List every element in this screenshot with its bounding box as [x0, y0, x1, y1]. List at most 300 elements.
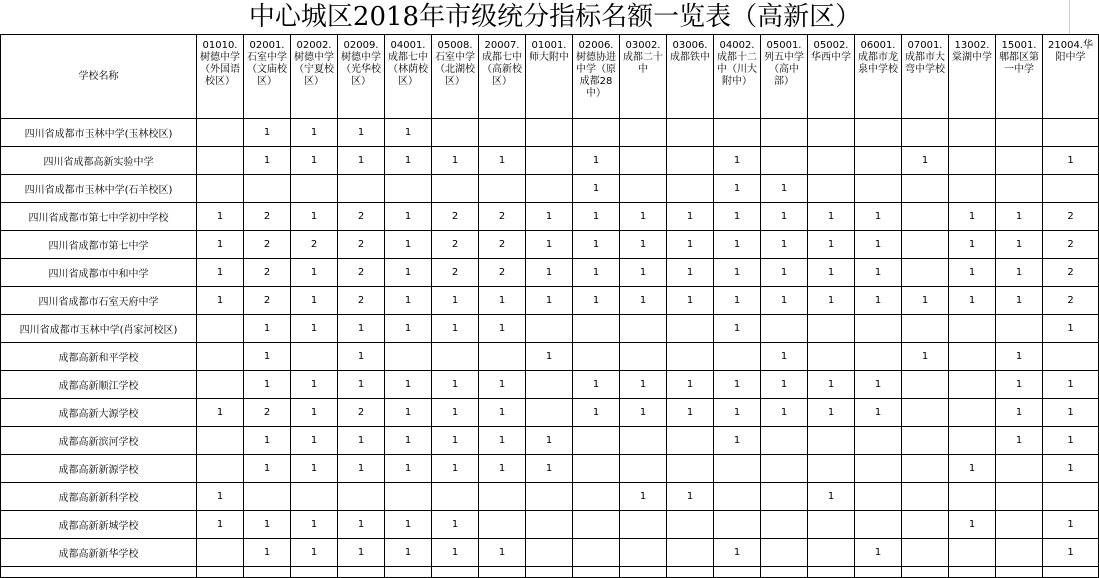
quota-cell[interactable]: 2: [432, 259, 479, 287]
quota-cell[interactable]: 1: [573, 203, 620, 231]
quota-cell[interactable]: 1: [714, 399, 761, 427]
quota-cell[interactable]: 1: [385, 399, 432, 427]
quota-cell[interactable]: [338, 483, 385, 511]
quota-cell[interactable]: [197, 315, 244, 343]
school-name-cell[interactable]: 成都高新和平学校: [1, 343, 197, 371]
quota-cell[interactable]: [902, 371, 949, 399]
quota-cell[interactable]: [808, 119, 855, 147]
quota-cell[interactable]: 1: [291, 455, 338, 483]
quota-cell[interactable]: 1: [714, 259, 761, 287]
quota-cell[interactable]: 1: [573, 147, 620, 175]
quota-cell[interactable]: 1: [620, 399, 667, 427]
quota-cell[interactable]: 1: [432, 287, 479, 315]
quota-cell[interactable]: [949, 539, 996, 567]
quota-cell[interactable]: 1: [855, 203, 902, 231]
quota-cell[interactable]: 1: [855, 399, 902, 427]
quota-cell[interactable]: 1: [479, 539, 526, 567]
quota-cell[interactable]: 1: [1043, 427, 1099, 455]
quota-cell[interactable]: 1: [714, 231, 761, 259]
school-name-cell[interactable]: 四川省成都市玉林中学(肖家河校区): [1, 315, 197, 343]
quota-cell[interactable]: 1: [855, 231, 902, 259]
quota-cell[interactable]: 1: [338, 147, 385, 175]
quota-cell[interactable]: 1: [291, 147, 338, 175]
quota-cell[interactable]: 2: [1043, 231, 1099, 259]
quota-cell[interactable]: [385, 483, 432, 511]
quota-cell[interactable]: 1: [761, 175, 808, 203]
quota-cell[interactable]: 1: [573, 371, 620, 399]
quota-cell[interactable]: [573, 483, 620, 511]
quota-cell[interactable]: [902, 231, 949, 259]
quota-cell[interactable]: [526, 511, 573, 539]
quota-cell[interactable]: [573, 511, 620, 539]
quota-cell[interactable]: 1: [761, 371, 808, 399]
quota-cell[interactable]: 1: [949, 455, 996, 483]
quota-cell[interactable]: 1: [244, 315, 291, 343]
quota-cell[interactable]: 1: [244, 427, 291, 455]
quota-cell[interactable]: [1043, 119, 1099, 147]
quota-cell[interactable]: 1: [1043, 455, 1099, 483]
quota-cell[interactable]: 1: [244, 343, 291, 371]
quota-cell[interactable]: 1: [432, 399, 479, 427]
quota-cell[interactable]: 1: [902, 343, 949, 371]
quota-cell[interactable]: 1: [902, 147, 949, 175]
quota-cell[interactable]: 1: [667, 371, 714, 399]
quota-cell[interactable]: 1: [338, 371, 385, 399]
quota-cell[interactable]: [432, 119, 479, 147]
quota-cell[interactable]: 2: [479, 259, 526, 287]
quota-cell[interactable]: 1: [197, 231, 244, 259]
quota-cell[interactable]: [244, 175, 291, 203]
quota-cell[interactable]: [902, 175, 949, 203]
quota-cell[interactable]: 2: [1043, 203, 1099, 231]
quota-cell[interactable]: [620, 511, 667, 539]
quota-cell[interactable]: 1: [714, 315, 761, 343]
quota-cell[interactable]: [620, 427, 667, 455]
school-name-cell[interactable]: 四川省成都市中和中学: [1, 259, 197, 287]
quota-cell[interactable]: [573, 315, 620, 343]
quota-cell[interactable]: 1: [338, 511, 385, 539]
quota-cell[interactable]: [244, 483, 291, 511]
quota-cell[interactable]: [385, 343, 432, 371]
quota-cell[interactable]: [714, 343, 761, 371]
quota-cell[interactable]: 1: [479, 287, 526, 315]
quota-cell[interactable]: 1: [1043, 539, 1099, 567]
quota-cell[interactable]: [949, 315, 996, 343]
quota-cell[interactable]: 1: [667, 259, 714, 287]
quota-cell[interactable]: [949, 427, 996, 455]
quota-cell[interactable]: 1: [432, 511, 479, 539]
quota-cell[interactable]: [197, 371, 244, 399]
quota-cell[interactable]: [1043, 343, 1099, 371]
school-name-cell[interactable]: 成都高新滨河学校: [1, 427, 197, 455]
quota-cell[interactable]: 2: [244, 231, 291, 259]
quota-cell[interactable]: 1: [479, 147, 526, 175]
quota-cell[interactable]: [620, 343, 667, 371]
quota-cell[interactable]: [291, 175, 338, 203]
quota-cell[interactable]: [808, 147, 855, 175]
quota-cell[interactable]: 1: [808, 483, 855, 511]
quota-cell[interactable]: 2: [338, 399, 385, 427]
quota-cell[interactable]: [902, 399, 949, 427]
quota-cell[interactable]: 1: [244, 511, 291, 539]
quota-cell[interactable]: [761, 455, 808, 483]
quota-cell[interactable]: 1: [1043, 147, 1099, 175]
quota-cell[interactable]: 1: [291, 287, 338, 315]
quota-cell[interactable]: 2: [244, 259, 291, 287]
quota-cell[interactable]: [902, 455, 949, 483]
quota-cell[interactable]: 1: [479, 315, 526, 343]
quota-cell[interactable]: 1: [573, 175, 620, 203]
quota-cell[interactable]: [479, 119, 526, 147]
quota-cell[interactable]: 1: [996, 259, 1043, 287]
quota-cell[interactable]: [902, 315, 949, 343]
quota-cell[interactable]: [808, 175, 855, 203]
quota-cell[interactable]: 1: [714, 203, 761, 231]
quota-cell[interactable]: [197, 539, 244, 567]
school-name-cell[interactable]: 四川省成都高新实验中学: [1, 147, 197, 175]
quota-cell[interactable]: 1: [526, 427, 573, 455]
quota-cell[interactable]: [855, 147, 902, 175]
quota-cell[interactable]: 1: [432, 315, 479, 343]
quota-cell[interactable]: 1: [385, 371, 432, 399]
quota-cell[interactable]: [808, 511, 855, 539]
quota-cell[interactable]: 1: [996, 399, 1043, 427]
quota-cell[interactable]: 1: [197, 511, 244, 539]
quota-cell[interactable]: 1: [291, 427, 338, 455]
quota-cell[interactable]: [479, 175, 526, 203]
quota-cell[interactable]: [620, 175, 667, 203]
quota-cell[interactable]: [573, 539, 620, 567]
quota-cell[interactable]: [996, 175, 1043, 203]
quota-cell[interactable]: 1: [808, 259, 855, 287]
quota-cell[interactable]: 2: [338, 259, 385, 287]
quota-cell[interactable]: 1: [573, 259, 620, 287]
quota-cell[interactable]: [996, 511, 1043, 539]
quota-cell[interactable]: [855, 315, 902, 343]
quota-cell[interactable]: 2: [479, 203, 526, 231]
quota-cell[interactable]: [620, 455, 667, 483]
quota-cell[interactable]: [573, 427, 620, 455]
quota-cell[interactable]: 1: [761, 287, 808, 315]
quota-cell[interactable]: [902, 259, 949, 287]
quota-cell[interactable]: 1: [291, 511, 338, 539]
quota-cell[interactable]: 1: [432, 147, 479, 175]
quota-cell[interactable]: 1: [385, 203, 432, 231]
quota-cell[interactable]: [808, 315, 855, 343]
quota-cell[interactable]: 2: [244, 287, 291, 315]
quota-cell[interactable]: [526, 147, 573, 175]
quota-cell[interactable]: [761, 427, 808, 455]
quota-cell[interactable]: [714, 455, 761, 483]
quota-cell[interactable]: 2: [479, 231, 526, 259]
quota-cell[interactable]: 1: [385, 315, 432, 343]
school-name-cell[interactable]: 四川省成都市石室天府中学: [1, 287, 197, 315]
quota-cell[interactable]: 1: [244, 539, 291, 567]
quota-cell[interactable]: 1: [573, 287, 620, 315]
quota-cell[interactable]: 1: [291, 119, 338, 147]
quota-cell[interactable]: [902, 511, 949, 539]
quota-cell[interactable]: 1: [526, 455, 573, 483]
quota-cell[interactable]: 2: [1043, 259, 1099, 287]
quota-cell[interactable]: 1: [432, 371, 479, 399]
quota-cell[interactable]: 1: [949, 203, 996, 231]
quota-cell[interactable]: [197, 427, 244, 455]
quota-cell[interactable]: 1: [244, 455, 291, 483]
quota-cell[interactable]: 1: [197, 483, 244, 511]
quota-cell[interactable]: 1: [526, 231, 573, 259]
quota-cell[interactable]: 1: [667, 287, 714, 315]
quota-cell[interactable]: [808, 427, 855, 455]
quota-cell[interactable]: 1: [714, 427, 761, 455]
quota-cell[interactable]: 1: [714, 147, 761, 175]
quota-cell[interactable]: [479, 483, 526, 511]
quota-cell[interactable]: 1: [338, 119, 385, 147]
quota-cell[interactable]: 1: [714, 287, 761, 315]
quota-cell[interactable]: [620, 119, 667, 147]
quota-cell[interactable]: [338, 175, 385, 203]
quota-cell[interactable]: [479, 343, 526, 371]
quota-cell[interactable]: [197, 147, 244, 175]
quota-cell[interactable]: [714, 511, 761, 539]
quota-cell[interactable]: 1: [479, 455, 526, 483]
quota-cell[interactable]: [667, 539, 714, 567]
quota-cell[interactable]: 1: [808, 371, 855, 399]
quota-cell[interactable]: 1: [996, 427, 1043, 455]
quota-cell[interactable]: 1: [526, 259, 573, 287]
quota-cell[interactable]: 1: [808, 203, 855, 231]
quota-cell[interactable]: [949, 147, 996, 175]
quota-cell[interactable]: 2: [1043, 287, 1099, 315]
quota-cell[interactable]: [996, 119, 1043, 147]
quota-cell[interactable]: 1: [291, 259, 338, 287]
quota-cell[interactable]: 1: [620, 203, 667, 231]
quota-cell[interactable]: [573, 343, 620, 371]
quota-cell[interactable]: 1: [526, 203, 573, 231]
school-name-cell[interactable]: 成都高新顺江学校: [1, 371, 197, 399]
quota-cell[interactable]: 1: [714, 371, 761, 399]
school-name-cell[interactable]: 成都高新新城学校: [1, 511, 197, 539]
quota-cell[interactable]: 1: [385, 119, 432, 147]
quota-cell[interactable]: 1: [620, 259, 667, 287]
school-name-cell[interactable]: 四川省成都市玉林中学(玉林校区): [1, 119, 197, 147]
quota-cell[interactable]: 1: [385, 539, 432, 567]
quota-cell[interactable]: 1: [949, 511, 996, 539]
quota-cell[interactable]: [949, 175, 996, 203]
quota-cell[interactable]: 1: [338, 343, 385, 371]
quota-cell[interactable]: [902, 119, 949, 147]
quota-cell[interactable]: [526, 119, 573, 147]
quota-cell[interactable]: 1: [338, 427, 385, 455]
quota-cell[interactable]: [667, 343, 714, 371]
quota-cell[interactable]: [855, 427, 902, 455]
quota-cell[interactable]: 2: [338, 231, 385, 259]
quota-cell[interactable]: 1: [761, 203, 808, 231]
quota-cell[interactable]: 2: [244, 399, 291, 427]
quota-cell[interactable]: 1: [714, 539, 761, 567]
quota-cell[interactable]: [667, 175, 714, 203]
quota-cell[interactable]: [667, 119, 714, 147]
quota-cell[interactable]: 1: [432, 455, 479, 483]
school-name-cell[interactable]: 成都高新新华学校: [1, 539, 197, 567]
quota-cell[interactable]: 1: [197, 259, 244, 287]
quota-cell[interactable]: 1: [479, 399, 526, 427]
quota-cell[interactable]: [526, 175, 573, 203]
quota-cell[interactable]: 1: [385, 287, 432, 315]
quota-cell[interactable]: [902, 539, 949, 567]
quota-cell[interactable]: 1: [667, 231, 714, 259]
quota-cell[interactable]: 1: [1043, 511, 1099, 539]
quota-cell[interactable]: 1: [620, 371, 667, 399]
quota-cell[interactable]: 1: [714, 175, 761, 203]
quota-cell[interactable]: [667, 315, 714, 343]
quota-cell[interactable]: [620, 315, 667, 343]
quota-cell[interactable]: [432, 483, 479, 511]
quota-cell[interactable]: 2: [291, 231, 338, 259]
quota-cell[interactable]: 1: [996, 343, 1043, 371]
quota-cell[interactable]: [197, 175, 244, 203]
quota-cell[interactable]: [197, 455, 244, 483]
quota-cell[interactable]: [1043, 175, 1099, 203]
quota-cell[interactable]: 1: [244, 119, 291, 147]
quota-cell[interactable]: [432, 343, 479, 371]
quota-cell[interactable]: [667, 147, 714, 175]
quota-cell[interactable]: 1: [338, 455, 385, 483]
quota-cell[interactable]: 1: [385, 455, 432, 483]
quota-cell[interactable]: 1: [620, 287, 667, 315]
quota-cell[interactable]: [902, 427, 949, 455]
quota-cell[interactable]: [526, 539, 573, 567]
quota-cell[interactable]: 2: [432, 203, 479, 231]
quota-cell[interactable]: 1: [573, 399, 620, 427]
quota-cell[interactable]: [620, 539, 667, 567]
quota-cell[interactable]: [526, 399, 573, 427]
quota-cell[interactable]: 1: [855, 259, 902, 287]
quota-cell[interactable]: 1: [197, 203, 244, 231]
quota-cell[interactable]: 1: [291, 371, 338, 399]
quota-cell[interactable]: 1: [667, 203, 714, 231]
quota-cell[interactable]: [291, 483, 338, 511]
quota-cell[interactable]: 1: [197, 399, 244, 427]
quota-cell[interactable]: 1: [667, 483, 714, 511]
quota-cell[interactable]: [949, 119, 996, 147]
quota-cell[interactable]: 1: [338, 315, 385, 343]
quota-cell[interactable]: [949, 483, 996, 511]
quota-cell[interactable]: 1: [620, 483, 667, 511]
quota-cell[interactable]: [761, 539, 808, 567]
quota-cell[interactable]: [996, 315, 1043, 343]
quota-cell[interactable]: 1: [761, 399, 808, 427]
quota-cell[interactable]: 1: [244, 371, 291, 399]
quota-cell[interactable]: [291, 343, 338, 371]
school-name-cell[interactable]: 四川省成都市第七中学初中学校: [1, 203, 197, 231]
quota-cell[interactable]: [714, 119, 761, 147]
quota-cell[interactable]: 1: [385, 147, 432, 175]
school-name-cell[interactable]: 四川省成都市第七中学: [1, 231, 197, 259]
quota-cell[interactable]: 1: [479, 427, 526, 455]
quota-cell[interactable]: 1: [432, 539, 479, 567]
quota-cell[interactable]: [667, 455, 714, 483]
quota-cell[interactable]: 1: [385, 231, 432, 259]
quota-cell[interactable]: [996, 147, 1043, 175]
quota-cell[interactable]: 1: [291, 399, 338, 427]
quota-cell[interactable]: [479, 511, 526, 539]
quota-cell[interactable]: [385, 175, 432, 203]
quota-cell[interactable]: 1: [291, 203, 338, 231]
quota-cell[interactable]: [902, 203, 949, 231]
quota-cell[interactable]: 1: [808, 399, 855, 427]
quota-cell[interactable]: [902, 483, 949, 511]
quota-cell[interactable]: 1: [385, 511, 432, 539]
quota-cell[interactable]: [949, 399, 996, 427]
quota-cell[interactable]: [855, 511, 902, 539]
quota-cell[interactable]: 2: [338, 203, 385, 231]
quota-cell[interactable]: 1: [949, 231, 996, 259]
quota-cell[interactable]: 1: [949, 287, 996, 315]
quota-cell[interactable]: [996, 483, 1043, 511]
quota-cell[interactable]: [855, 483, 902, 511]
quota-cell[interactable]: 1: [291, 315, 338, 343]
quota-cell[interactable]: [761, 315, 808, 343]
quota-cell[interactable]: [1043, 483, 1099, 511]
quota-cell[interactable]: 1: [855, 539, 902, 567]
quota-cell[interactable]: 1: [996, 231, 1043, 259]
quota-cell[interactable]: 1: [996, 371, 1043, 399]
quota-cell[interactable]: 1: [1043, 315, 1099, 343]
quota-cell[interactable]: [526, 315, 573, 343]
quota-cell[interactable]: 2: [244, 203, 291, 231]
quota-cell[interactable]: 1: [808, 231, 855, 259]
quota-cell[interactable]: [526, 483, 573, 511]
quota-cell[interactable]: [855, 119, 902, 147]
quota-cell[interactable]: [714, 483, 761, 511]
quota-cell[interactable]: 1: [855, 371, 902, 399]
quota-cell[interactable]: [197, 343, 244, 371]
quota-cell[interactable]: [573, 455, 620, 483]
quota-cell[interactable]: [808, 343, 855, 371]
quota-cell[interactable]: 1: [761, 259, 808, 287]
quota-cell[interactable]: 1: [573, 231, 620, 259]
school-name-cell[interactable]: 四川省成都市玉林中学(石羊校区): [1, 175, 197, 203]
quota-cell[interactable]: 1: [526, 287, 573, 315]
quota-cell[interactable]: 1: [996, 287, 1043, 315]
quota-cell[interactable]: 1: [432, 427, 479, 455]
quota-cell[interactable]: [761, 119, 808, 147]
quota-cell[interactable]: 2: [338, 287, 385, 315]
quota-cell[interactable]: 1: [291, 539, 338, 567]
quota-cell[interactable]: 1: [385, 259, 432, 287]
quota-cell[interactable]: [996, 455, 1043, 483]
quota-cell[interactable]: 1: [761, 343, 808, 371]
quota-cell[interactable]: [761, 483, 808, 511]
quota-cell[interactable]: 1: [338, 539, 385, 567]
quota-cell[interactable]: [526, 371, 573, 399]
quota-cell[interactable]: [808, 539, 855, 567]
quota-cell[interactable]: 2: [432, 231, 479, 259]
quota-cell[interactable]: [808, 455, 855, 483]
quota-cell[interactable]: 1: [385, 427, 432, 455]
quota-cell[interactable]: [855, 455, 902, 483]
quota-cell[interactable]: 1: [479, 371, 526, 399]
quota-cell[interactable]: 1: [244, 147, 291, 175]
quota-cell[interactable]: 1: [1043, 399, 1099, 427]
quota-cell[interactable]: [573, 119, 620, 147]
school-name-cell[interactable]: 成都高新新科学校: [1, 483, 197, 511]
quota-cell[interactable]: [949, 343, 996, 371]
quota-cell[interactable]: 1: [667, 399, 714, 427]
quota-cell[interactable]: [761, 511, 808, 539]
quota-cell[interactable]: 1: [808, 287, 855, 315]
quota-cell[interactable]: 1: [996, 203, 1043, 231]
